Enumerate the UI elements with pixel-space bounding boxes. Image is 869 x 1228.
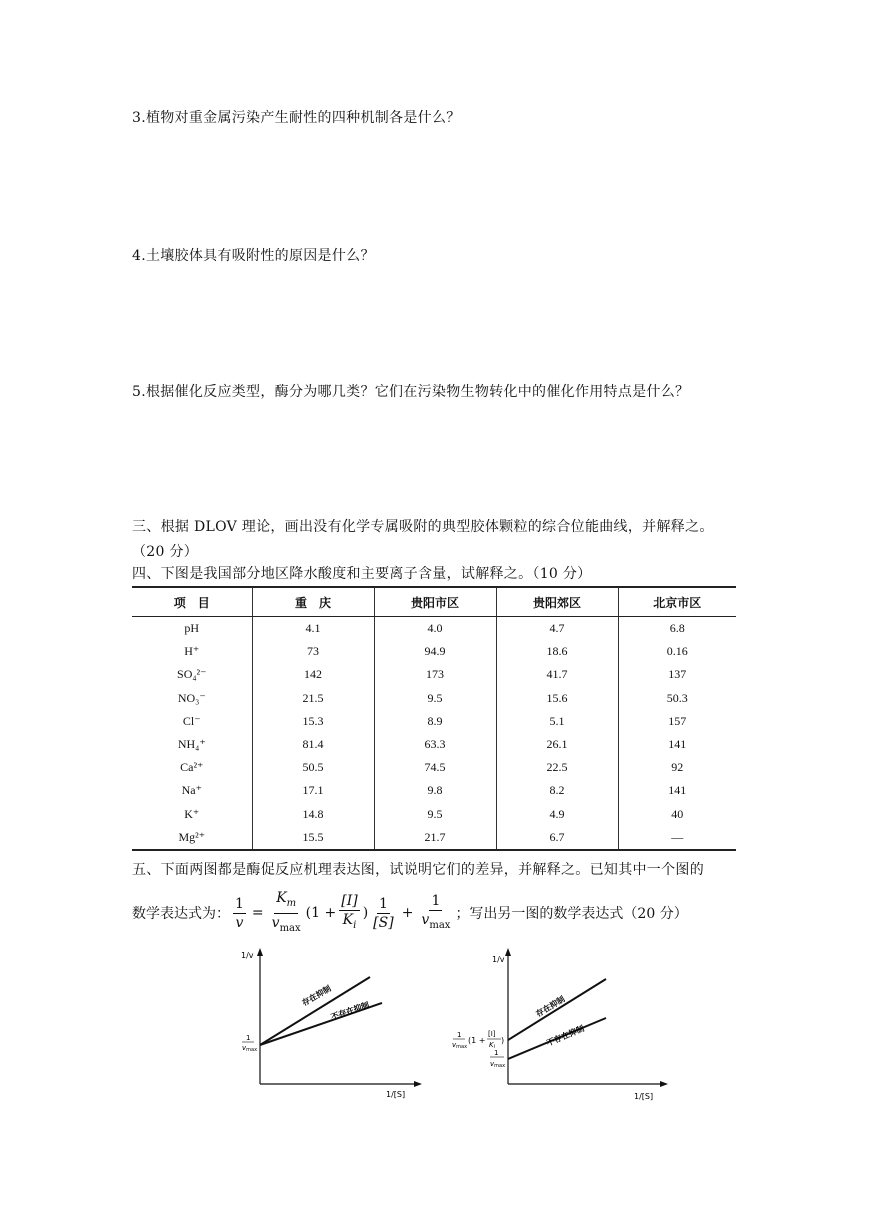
x-axis-label: 1/[S] xyxy=(386,1090,406,1099)
value-cell: 157 xyxy=(618,710,736,733)
table-row xyxy=(132,640,736,663)
value-cell: 173 xyxy=(374,663,496,686)
ion-name-cell: Mg²⁺ xyxy=(132,826,252,850)
value-cell: 41.7 xyxy=(496,663,618,686)
value-cell: — xyxy=(618,826,736,850)
fraction-one-over-s: $\frac{1}{[S]}$ xyxy=(373,895,394,931)
value-cell: 0.16 xyxy=(618,640,736,663)
value-cell: 63.3 xyxy=(374,733,496,756)
table-row xyxy=(132,826,736,850)
formula-suffix: ；写出另一图的数学表达式（20 分） xyxy=(455,906,688,922)
table-row xyxy=(132,617,736,641)
upper-intercept-denominator: vmax xyxy=(452,1041,468,1050)
section-3-line-2: （20 分） xyxy=(132,544,199,560)
lower-intercept-denominator: vmax xyxy=(490,1060,506,1069)
value-cell: 9.5 xyxy=(374,687,496,710)
value-cell: 9.8 xyxy=(374,779,496,802)
x-axis-label: 1/[S] xyxy=(634,1092,654,1101)
question-3: 3.植物对重金属污染产生耐性的四种机制各是什么？ xyxy=(132,110,461,126)
value-cell: 21.5 xyxy=(252,687,374,710)
section-4-title: 四、下图是我国部分地区降水酸度和主要离子含量，试解释之。（10 分） xyxy=(132,566,592,582)
value-cell: 15.3 xyxy=(252,710,374,733)
line-with-inhibition xyxy=(508,979,606,1040)
ion-name-cell: Ca²⁺ xyxy=(180,760,204,775)
value-cell: 40 xyxy=(618,803,736,826)
formula-prefix: 数学表达式为： xyxy=(132,906,230,922)
column-header: 北京市区 xyxy=(618,587,736,617)
upper-intercept-ki: Ki xyxy=(489,1041,495,1050)
ion-name-cell: pH xyxy=(184,621,200,636)
value-cell: 15.5 xyxy=(252,826,374,850)
ion-name-cell: K⁺ xyxy=(184,806,200,821)
table-row xyxy=(132,733,736,756)
upper-intercept-i: [I] xyxy=(488,1030,496,1038)
column-header: 贵阳郊区 xyxy=(496,587,618,617)
value-cell: 4.0 xyxy=(374,617,496,641)
table-row xyxy=(132,803,736,826)
value-cell: 18.6 xyxy=(496,640,618,663)
fraction-one-over-vmax: $\frac{1}{v_{max}}$ xyxy=(421,892,451,931)
ion-name-cell: NO₃⁻ xyxy=(177,690,206,705)
value-cell: 81.4 xyxy=(252,733,374,756)
value-cell: 6.8 xyxy=(618,617,736,641)
value-cell: 9.5 xyxy=(374,803,496,826)
value-cell: 5.1 xyxy=(496,710,618,733)
intercept-numerator: 1 xyxy=(246,1034,251,1042)
ion-content-table xyxy=(132,586,736,851)
value-cell: 26.1 xyxy=(496,733,618,756)
fraction-km-over-vmax: $\frac{K_m}{v_{max}}$ xyxy=(271,889,301,934)
value-cell: 94.9 xyxy=(374,640,496,663)
value-cell: 4.9 xyxy=(496,803,618,826)
value-cell: 22.5 xyxy=(496,756,618,779)
y-axis-label: 1/v xyxy=(241,951,254,960)
graph-right xyxy=(446,944,676,1106)
question-5: 5.根据催化反应类型，酶分为哪几类？它们在污染物生物转化中的催化作用特点是什么？ xyxy=(132,384,690,400)
rate-formula: 数学表达式为： $\frac{1}{v}$ = $\frac{K_m}{v_{max}}$ (1 + $\frac{[I]}{K_i}$ ) $\frac{1}{[S]}$ + $\frac{1}{v_{max}}$ ；写出另一图的数学表达式（20 分） xyxy=(132,892,688,934)
label-without-inhibition: 不存在抑制 xyxy=(329,1000,371,1022)
upper-intercept-open: (1 + xyxy=(468,1036,486,1045)
intercept-denominator: vmax xyxy=(242,1044,258,1053)
column-header: 重 庆 xyxy=(252,587,374,617)
y-axis-arrow xyxy=(505,948,511,956)
graph-left xyxy=(236,944,426,1104)
ion-name-cell: H⁺ xyxy=(184,644,200,659)
column-header: 项 目 xyxy=(132,587,252,617)
value-cell: 8.2 xyxy=(496,779,618,802)
table-row xyxy=(132,687,736,710)
value-cell: 14.8 xyxy=(252,803,374,826)
table-row xyxy=(132,779,736,802)
fraction-i-over-ki: $\frac{[I]}{K_i}$ xyxy=(341,892,358,931)
value-cell: 6.7 xyxy=(496,826,618,850)
value-cell: 92 xyxy=(618,756,736,779)
value-cell: 4.1 xyxy=(252,617,374,641)
value-cell: 50.3 xyxy=(618,687,736,710)
value-cell: 17.1 xyxy=(252,779,374,802)
upper-intercept-numerator: 1 xyxy=(457,1031,462,1039)
x-axis-arrow xyxy=(414,1081,422,1087)
y-axis-arrow xyxy=(257,948,263,956)
question-4: 4.土壤胶体具有吸附性的原因是什么？ xyxy=(132,248,375,264)
y-axis-label: 1/v xyxy=(492,955,505,964)
fraction-one-over-v: $\frac{1}{v}$ xyxy=(235,895,244,931)
value-cell: 73 xyxy=(252,640,374,663)
table-row xyxy=(132,663,736,686)
table-row xyxy=(132,710,736,733)
value-cell: 50.5 xyxy=(252,756,374,779)
ion-name-cell: SO₄²⁻ xyxy=(177,667,207,682)
section-3-line-1: 三、根据 DLOV 理论，画出没有化学专属吸附的典型胶体颗粒的综合位能曲线，并解释之。 xyxy=(132,519,714,535)
value-cell: 141 xyxy=(618,733,736,756)
table-header-row xyxy=(132,587,736,617)
ion-name-cell: Cl⁻ xyxy=(182,713,201,728)
value-cell: 74.5 xyxy=(374,756,496,779)
lower-intercept-numerator: 1 xyxy=(494,1049,499,1057)
ion-name-cell: NH₄⁺ xyxy=(177,737,206,752)
x-axis-arrow xyxy=(660,1081,668,1087)
ion-name-cell: Na⁺ xyxy=(181,783,202,798)
label-with-inhibition: 存在抑制 xyxy=(534,994,567,1019)
column-header: 贵阳市区 xyxy=(374,587,496,617)
upper-intercept-close: ) xyxy=(501,1036,505,1045)
label-with-inhibition: 存在抑制 xyxy=(300,983,333,1008)
value-cell: 142 xyxy=(252,663,374,686)
value-cell: 141 xyxy=(618,779,736,802)
value-cell: 137 xyxy=(618,663,736,686)
value-cell: 8.9 xyxy=(374,710,496,733)
value-cell: 4.7 xyxy=(496,617,618,641)
table-row xyxy=(132,756,736,779)
label-without-inhibition: 不存在抑制 xyxy=(545,1023,586,1048)
section-5-line-1: 五、下面两图都是酶促反应机理表达图，试说明它们的差异，并解释之。已知其中一个图的 xyxy=(132,862,704,878)
value-cell: 21.7 xyxy=(374,826,496,850)
value-cell: 15.6 xyxy=(496,687,618,710)
